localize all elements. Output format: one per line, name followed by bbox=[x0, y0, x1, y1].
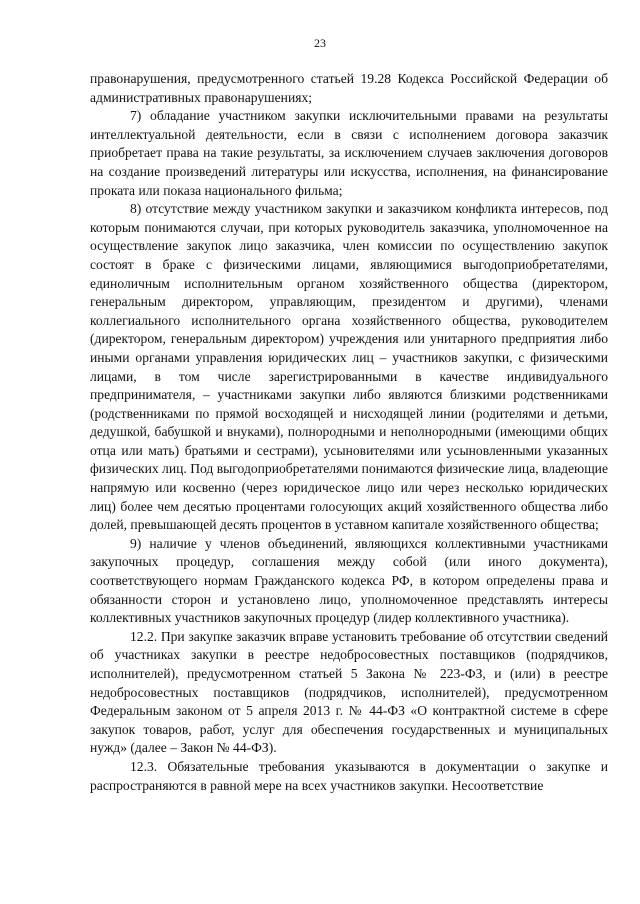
paragraph-section-12-2: 12.2. При закупке заказчик вправе установить требование об отсутствии сведений об участниках закупки в реестре недобросовестных поставщиков (подрядчиков, исполнителей), предусмотренном статьей 5 Закона № 223-ФЗ, и (или) в реестре недобросовестных поставщиков (подрядчиков, исполнителей), предусмотренном Федеральным законом от 5 апреля 2013 г. № 44-ФЗ «О контрактной системе в сфере закупок товаров, работ, услуг для обеспечения государственных и муниципальных нужд» (далее – Закон № 44-ФЗ). bbox=[90, 628, 608, 756]
paragraph-section-12-3: 12.3. Обязательные требования указываются в документации о закупке и распространяются в равной мере на всех участников закупки. Несоответствие bbox=[90, 758, 608, 793]
page-number: 23 bbox=[314, 36, 326, 50]
paragraph-item-8: 8) отсутствие между участником закупки и заказчиком конфликта интересов, под которым понимаются случаи, при которых руководитель заказчика, уполномоченное на осуществление закупок лицо заказчика, член комиссии по осуществлению закупок состоят в браке с физическими лицами, являющимися выгодоприобретателями, единоличным исполнительным органом хозяйственного общества (директором, генеральным директором, управляющим, президентом и другими), членами коллегиального исполнительного органа хозяйственного общества, руководителем (директором, генеральным директором) учреждения или унитарного предприятия либо иными органами управления юридических лиц – участников закупки, с физическими лицами, в том числе зарегистрированными в качестве индивидуального предпринимателя, – участниками закупки либо являются близкими родственниками (родственниками по прямой восходящей и нисходящей линии (родителями и детьми, дедушкой, бабушкой и внуками), полнородными и неполнородными (имеющими общих отца или мать) братьями и сестрами), усыновителями или усыновленными указанных физических лиц. Под выгодоприобретателями понимаются физические лица, владеющие напрямую или косвенно (через юридическое лицо или через несколько юридических лиц) более чем десятью процентами голосующих акций хозяйственного общества либо долей, превышающей десять процентов в уставном капитале хозяйственного общества; bbox=[90, 201, 608, 533]
paragraph-continuation: правонарушения, предусмотренного статьей 19.28 Кодекса Российской Федерации об административных правонарушениях; bbox=[90, 71, 608, 105]
paragraph-item-9: 9) наличие у членов объединений, являющихся коллективными участниками закупочных процедур, соглашения между собой (или иного документа), соответствующего нормам Гражданского кодекса РФ, в котором определены права и обязанности сторон и установлено лицо, уполномоченное представлять интересы коллективных участников закупочных процедур (лидер коллективного участника). bbox=[90, 535, 608, 626]
paragraph-item-7: 7) обладание участником закупки исключительными правами на результаты интеллектуальной деятельности, если в связи с исполнением договора заказчик приобретает права на такие результаты, за исключением случаев заключения договоров на создание произведений литературы или искусства, исполнения, на финансирование проката или показа национального фильма; bbox=[90, 108, 608, 198]
document-body bbox=[90, 70, 608, 795]
